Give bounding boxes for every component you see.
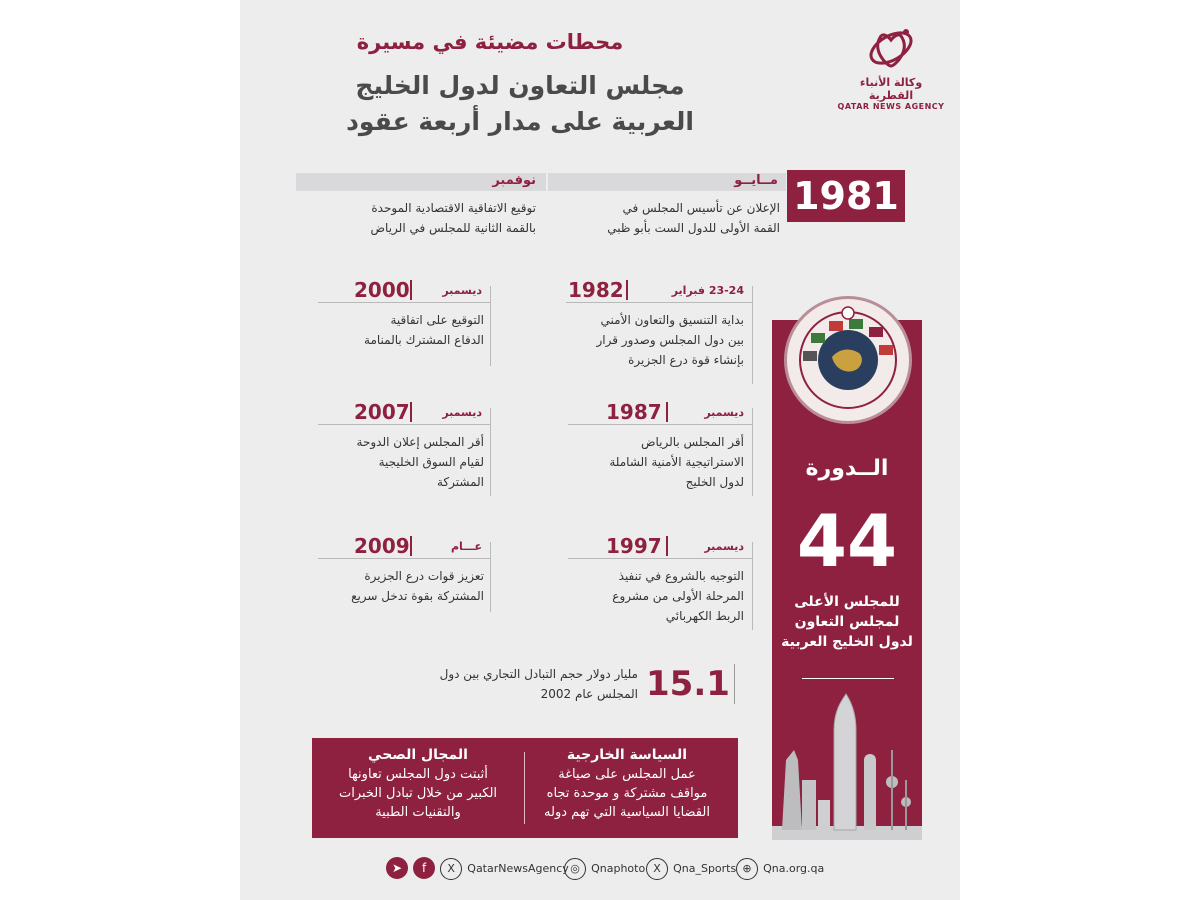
- infographic-poster: [240, 0, 960, 900]
- event-year: 2000: [354, 278, 410, 302]
- november-label: نوفمبر: [492, 173, 536, 188]
- event-text: تعزيز قوات درع الجزيرة المشتركة بقوة تدخل سريع: [351, 569, 484, 603]
- event-2007: [318, 400, 498, 500]
- gcc-emblem-icon: [787, 299, 909, 421]
- event-2000: [318, 278, 498, 368]
- footer-sports[interactable]: [646, 857, 736, 880]
- event-month: 23-24 فبراير: [671, 284, 744, 297]
- gulf-skyline-illustration: [772, 690, 922, 840]
- bar-divider: [546, 173, 548, 191]
- event-1982: [558, 278, 758, 388]
- handle-main[interactable]: QatarNewsAgency: [467, 862, 569, 875]
- trade-value: 15.1: [646, 664, 730, 704]
- session-label: الــدورة: [805, 456, 889, 481]
- qna-logo-icon: [861, 22, 921, 72]
- footer-website[interactable]: [736, 857, 824, 880]
- website-link[interactable]: Qna.org.qa: [763, 862, 825, 875]
- event-text: التوجيه بالشروع في تنفيذ المرحلة الأولى من مشروع الربط الكهربائي: [612, 569, 744, 623]
- event-text: أقر المجلس إعلان الدوحة لقيام السوق الخليجية المشتركة: [356, 435, 484, 489]
- may-1981-text: الإعلان عن تأسيس المجلس في القمة الأولى للدول الست بأبو ظبي: [607, 201, 780, 235]
- logo-name-ar: وكالة الأنباء القطرية: [859, 76, 923, 102]
- title-line-1: مجلس التعاون لدول الخليج: [355, 71, 685, 100]
- handle-photo[interactable]: Qnaphoto: [591, 862, 646, 875]
- session-number: 44: [796, 499, 898, 583]
- event-text: التوقيع على اتفاقية الدفاع المشترك بالمنامة: [364, 313, 484, 347]
- x-icon[interactable]: X: [646, 858, 668, 880]
- globe-icon[interactable]: ⊕: [736, 858, 758, 880]
- year-1981-box: 1981: [787, 170, 905, 222]
- event-year: 1987: [606, 400, 662, 424]
- title-line-2: العربية على مدار أربعة عقود: [346, 107, 694, 136]
- handle-sports[interactable]: Qna_Sports: [673, 862, 737, 875]
- may-label: مــايــو: [734, 173, 778, 188]
- nov-1981-text: توقيع الاتفاقية الاقتصادية الموحدة بالقمة الثانية للمجلس في الرياض: [370, 201, 536, 235]
- x-icon[interactable]: X: [440, 858, 462, 880]
- event-year: 2009: [354, 534, 410, 558]
- event-1997: [568, 534, 758, 634]
- subtitle: محطات مضيئة في مسيرة: [356, 30, 624, 54]
- footer-instagram[interactable]: [564, 857, 645, 880]
- event-month: ديسمبر: [442, 406, 482, 419]
- footer-social-main[interactable]: [386, 857, 569, 880]
- trade-stat: [400, 664, 740, 704]
- telegram-icon[interactable]: ➤: [386, 857, 408, 879]
- logo-name-en: QATAR NEWS AGENCY: [837, 102, 945, 111]
- qna-logo: [836, 22, 946, 111]
- event-year: 1997: [606, 534, 662, 558]
- page-title: [240, 68, 800, 140]
- foreign-policy: السياسة الخارجية عمل المجلس على صياغة مواقف مشتركة و موحدة تجاه القضايا السياسية التي تهم دوله: [544, 747, 710, 820]
- instagram-icon[interactable]: ◎: [564, 858, 586, 880]
- event-2009: [318, 534, 498, 614]
- themes-box: [312, 738, 738, 838]
- event-month: ديسمبر: [704, 406, 744, 419]
- session-divider: [802, 678, 894, 679]
- trade-text: مليار دولار حجم التبادل التجاري بين دول المجلس عام 2002: [439, 667, 638, 701]
- session-text: للمجلس الأعلى لمجلس التعاون لدول الخليج العربية: [781, 594, 913, 650]
- facebook-icon[interactable]: f: [413, 857, 435, 879]
- event-month: عـــام: [451, 540, 482, 553]
- event-text: أقر المجلس بالرياض الاستراتيجية الأمنية الشاملة لدول الخليج: [609, 435, 744, 489]
- event-month: ديسمبر: [704, 540, 744, 553]
- event-year: 1982: [568, 278, 624, 302]
- event-text: بداية التنسيق والتعاون الأمني بين دول المجلس وصدور قرار بإنشاء قوة درع الجزيرة: [596, 313, 744, 367]
- health-field: المجال الصحي أثبتت دول المجلس تعاونها الكبير من خلال تبادل الخبرات والتقنيات الطبية: [338, 747, 498, 820]
- event-month: ديسمبر: [442, 284, 482, 297]
- event-year: 2007: [354, 400, 410, 424]
- gcc-emblem: [784, 296, 912, 424]
- event-1987: [568, 400, 758, 500]
